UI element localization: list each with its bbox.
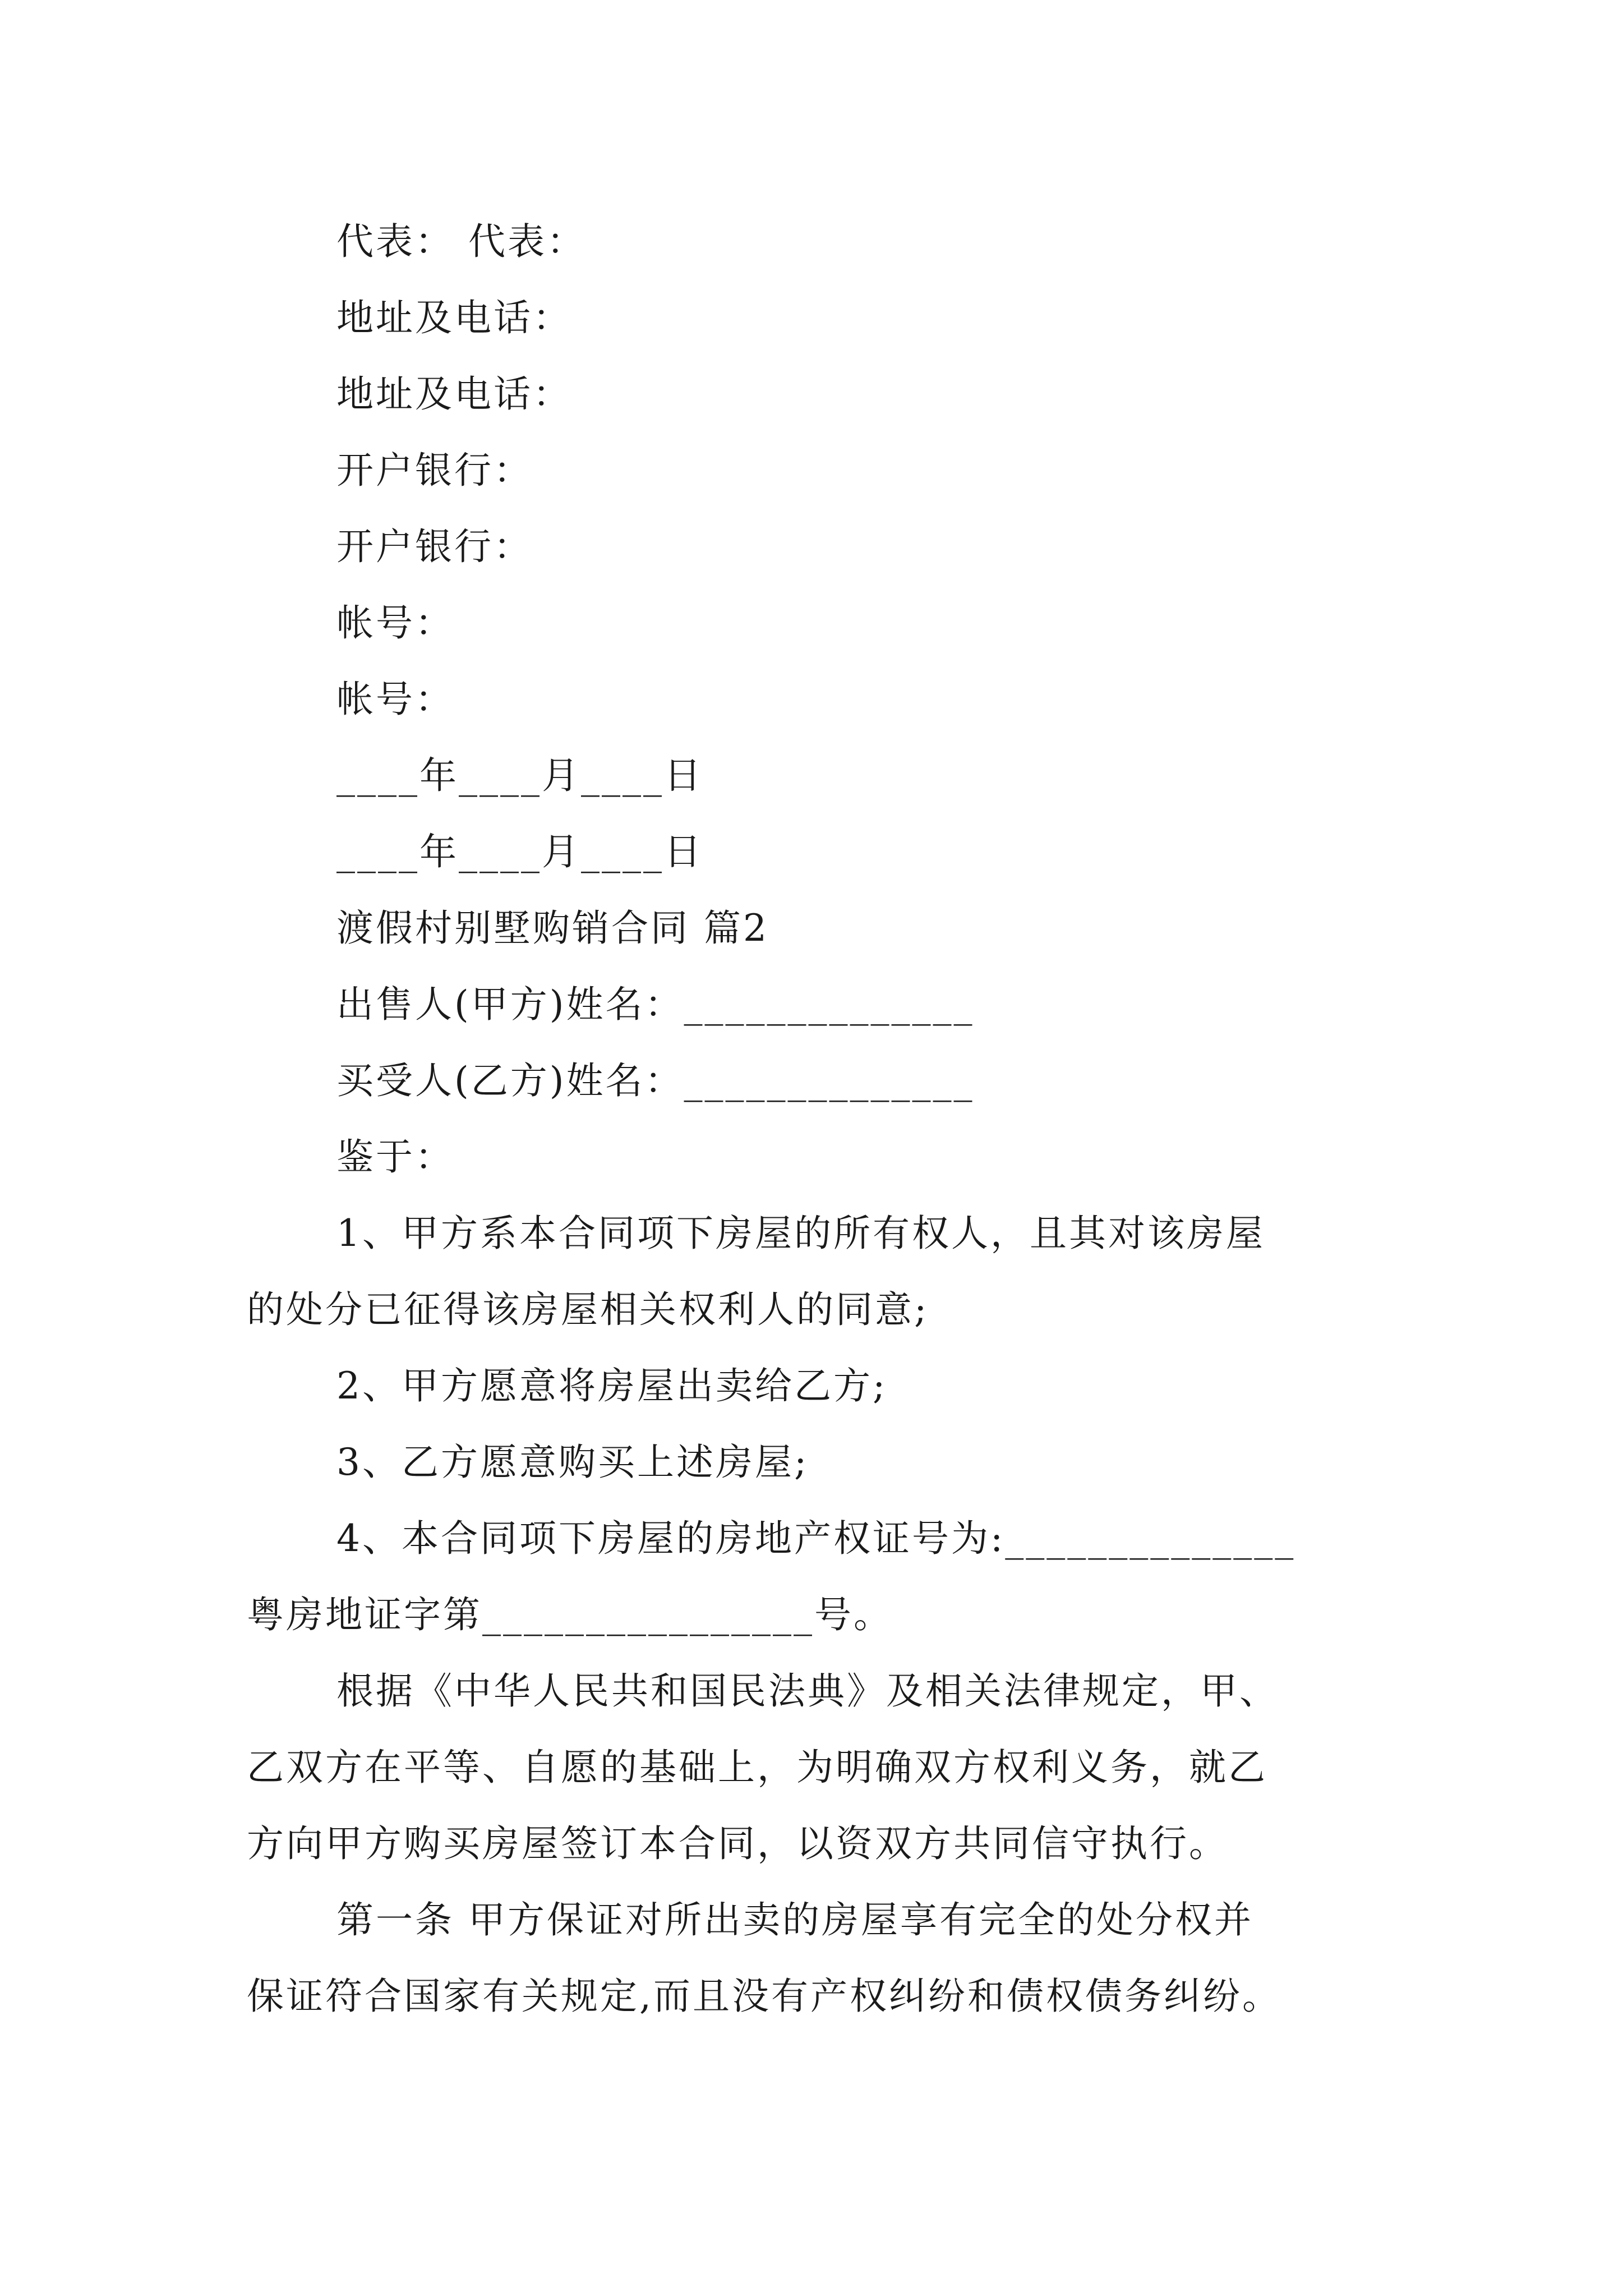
clause-4-line-2: 粤房地证字第________________号。 bbox=[247, 1593, 893, 1636]
clause-3-line: 3、乙方愿意购买上述房屋; bbox=[336, 1441, 809, 1484]
date-line-b: ____年____月____日 bbox=[336, 830, 703, 873]
section-title: 渡假村别墅购销合同 篇2 bbox=[336, 907, 769, 950]
buyer-name-line: 买受人(乙方)姓名：______________ bbox=[336, 1059, 975, 1102]
clause-4-line-1: 4、本合同项下房屋的房地产权证号为:______________ bbox=[336, 1517, 1296, 1560]
clause-1-line-2: 的处分已征得该房屋相关权利人的同意; bbox=[247, 1288, 929, 1331]
representative-line: 代表： 代表： bbox=[336, 220, 586, 263]
clause-1-line-1: 1、甲方系本合同项下房屋的所有权人，且其对该房屋 bbox=[336, 1212, 1265, 1255]
bank-line-b: 开户银行： bbox=[336, 525, 533, 568]
date-line-a: ____年____月____日 bbox=[336, 754, 703, 797]
basis-paragraph-line-2: 乙双方在平等、自愿的基础上，为明确双方权利义务，就乙 bbox=[247, 1746, 1267, 1789]
account-line-b: 帐号： bbox=[336, 678, 454, 721]
basis-paragraph-line-3: 方向甲方购买房屋签订本合同，以资双方共同信守执行。 bbox=[247, 1822, 1228, 1865]
article-1-line-2: 保证符合国家有关规定,而且没有产权纠纷和债权债务纠纷。 bbox=[247, 1975, 1281, 2018]
article-1-line-1: 第一条 甲方保证对所出卖的房屋享有完全的处分权并 bbox=[336, 1898, 1253, 1941]
bank-line-a: 开户银行： bbox=[336, 449, 533, 492]
address-phone-line-b: 地址及电话： bbox=[336, 372, 572, 416]
address-phone-line-a: 地址及电话： bbox=[336, 296, 572, 339]
basis-paragraph-line-1: 根据《中华人民共和国民法典》及相关法律规定，甲、 bbox=[336, 1669, 1279, 1713]
whereas-heading: 鉴于： bbox=[336, 1135, 454, 1179]
clause-2-line: 2、甲方愿意将房屋出卖给乙方; bbox=[336, 1364, 888, 1407]
account-line-a: 帐号： bbox=[336, 601, 454, 645]
seller-name-line: 出售人(甲方)姓名：______________ bbox=[336, 983, 975, 1026]
